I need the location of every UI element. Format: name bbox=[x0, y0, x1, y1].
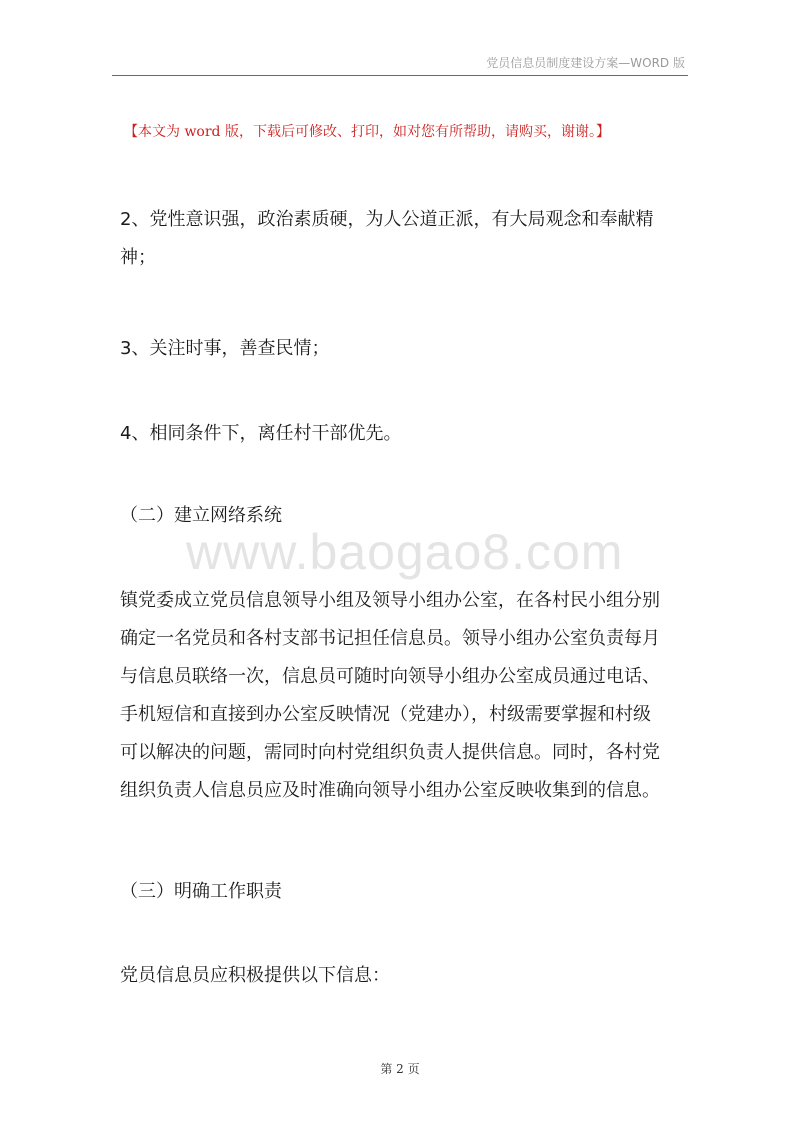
text-line: 镇党委成立党员信息领导小组及领导小组办公室，在各村民小组分别 bbox=[120, 590, 660, 611]
text-line: 2、党性意识强，政治素质硬，为人公道正派，有大局观念和奉献精 bbox=[120, 209, 654, 230]
page-number: 第 2 页 bbox=[380, 1062, 420, 1076]
running-header: 党员信息员制度建设方案—WORD 版 bbox=[486, 56, 685, 70]
section-3-intro: 党员信息员应积极提供以下信息： bbox=[120, 965, 390, 986]
text-line: 组织负责人信息员应及时准确向领导小组办公室反映收集到的信息。 bbox=[120, 780, 660, 801]
section-2-heading: （二）建立网络系统 bbox=[120, 505, 282, 526]
section-2-paragraph bbox=[120, 582, 660, 810]
item-2-paragraph bbox=[120, 201, 653, 277]
text-line: 确定一名党员和各村支部书记担任信息员。领导小组办公室负责每月 bbox=[120, 628, 660, 649]
text-line: 与信息员联络一次，信息员可随时向领导小组办公室成员通过电话、 bbox=[120, 666, 660, 687]
text-line: 手机短信和直接到办公室反映情况（党建办），村级需要掌握和村级 bbox=[120, 704, 651, 725]
header-divider bbox=[112, 75, 688, 76]
item-3-paragraph: 3、关注时事，善查民情； bbox=[120, 338, 330, 359]
purchase-notice: 【本文为 word 版，下载后可修改、打印，如对您有所帮助，请购买，谢谢。】 bbox=[124, 124, 610, 140]
text-line: 神； bbox=[120, 247, 156, 268]
text-line: 可以解决的问题，需同时向村党组织负责人提供信息。同时，各村党 bbox=[120, 742, 660, 763]
section-3-heading: （三）明确工作职责 bbox=[120, 881, 282, 902]
item-4-paragraph: 4、相同条件下，离任村干部优先。 bbox=[120, 423, 402, 444]
site-watermark: www.baogao8.com bbox=[186, 524, 624, 580]
